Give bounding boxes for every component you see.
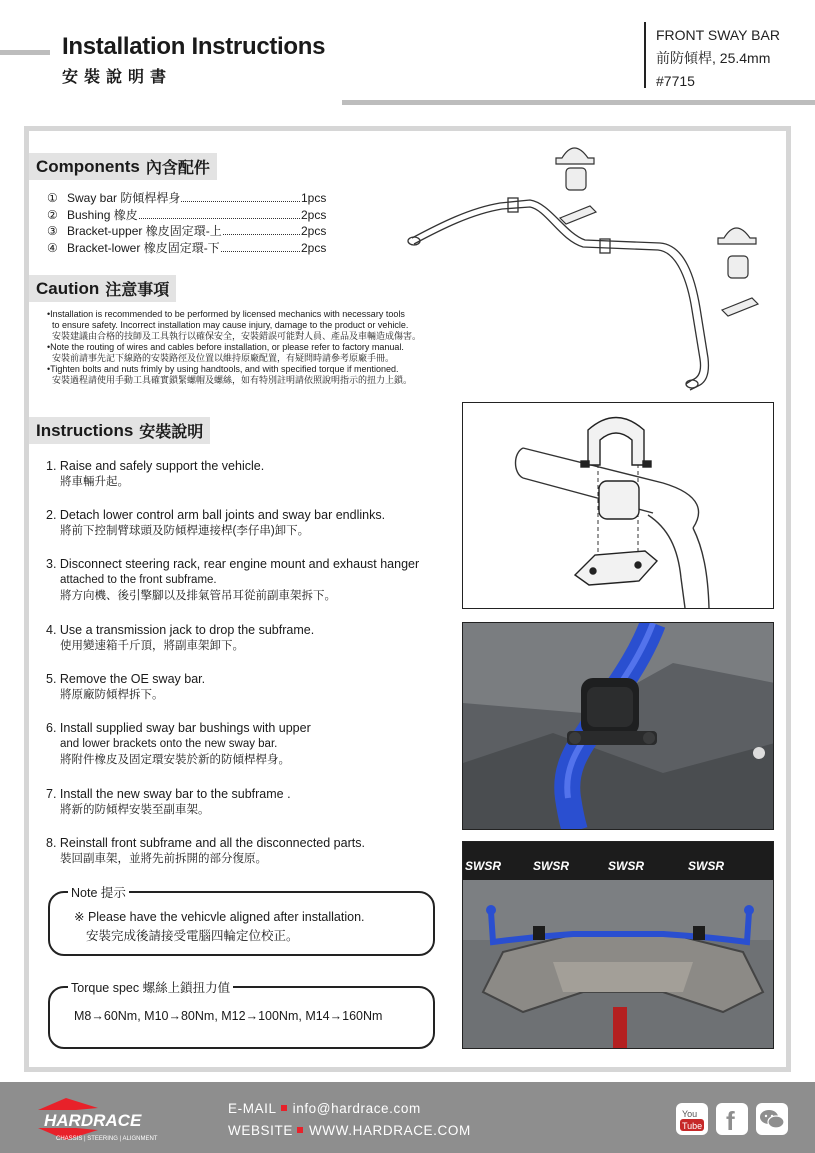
step-text-zh: 將車輛升起。 [60, 476, 129, 488]
step-text-zh: 使用變速箱千斤頂，將副車架卸下。 [60, 640, 244, 652]
hardrace-logo-mark [36, 1096, 196, 1144]
step-text-zh: 將原廠防傾桿拆下。 [60, 689, 164, 701]
step-text-en: 7. Install the new sway bar to the subframe . [46, 787, 291, 801]
item-label: Bushing 橡皮 [67, 207, 138, 222]
item-label: Sway bar 防傾桿桿身 [67, 191, 181, 205]
components-heading-zh: 內含配件 [145, 158, 210, 177]
item-number: ① [47, 191, 58, 205]
website-line [228, 1120, 471, 1142]
email-line [228, 1098, 471, 1120]
note-label: Note 提示 [68, 883, 129, 901]
step-text-en: 3. Disconnect steering rack, rear engine mount and exhaust hanger [46, 557, 420, 571]
step-text-en: 2. Detach lower control arm ball joints and sway bar endlinks. [46, 508, 386, 522]
instructions-heading [29, 417, 210, 444]
step-text-en: 1. Raise and safely support the vehicle. [46, 459, 265, 473]
header-divider [644, 22, 646, 88]
caution-line: •Installation is recommended to be performed by licensed mechanics with necessary tools [47, 309, 405, 319]
instruction-step [46, 622, 314, 654]
item-number: ② [47, 207, 58, 222]
caution-text [47, 309, 467, 386]
banner-text: SWSR [533, 859, 569, 873]
components-heading-en: Components [36, 156, 140, 176]
instruction-step [46, 720, 311, 768]
youtube-text-bottom: Tube [682, 1121, 703, 1131]
leader-dots [221, 251, 300, 252]
list-item [47, 190, 327, 207]
banner-text: SWSR [465, 859, 501, 873]
subframe-photo [462, 841, 774, 1049]
caution-heading-en: Caution [36, 278, 100, 298]
youtube-text-top: You [682, 1109, 698, 1119]
header-accent-bar-right [342, 100, 815, 105]
subframe-photo-drawing [463, 842, 774, 1049]
step-text-zh: 將新的防傾桿安裝至副車架。 [60, 804, 210, 816]
product-info [656, 24, 780, 93]
social-icons [676, 1103, 788, 1135]
banner-text: SWSR [688, 859, 724, 873]
facebook-icon-glyph [718, 1105, 746, 1133]
list-item [47, 223, 327, 240]
caution-heading [29, 275, 176, 302]
caution-heading-zh: 注意事項 [105, 280, 170, 299]
item-label: Bracket-upper 橡皮固定環-上 [67, 224, 222, 238]
instruction-step [46, 835, 365, 867]
hardrace-logo [36, 1096, 196, 1149]
wechat-icon-glyph [758, 1105, 786, 1133]
item-qty: 2pcs [301, 240, 327, 255]
caution-line: 安裝建議由合格的技師及工具執行以確保安全，安裝錯誤可能對人員、產品及車輛造成傷害。 [52, 331, 422, 341]
note-text-zh: 安裝完成後請接受電腦四輪定位校正。 [86, 929, 299, 943]
website-label: WEBSITE [228, 1123, 293, 1138]
item-qty: 1pcs [301, 191, 327, 205]
bullet-square [297, 1127, 303, 1133]
leader-dots [139, 218, 300, 219]
note-text-en: ※ Please have the vehicvle aligned after installation. [74, 910, 365, 924]
caution-line: 安裝前請事先記下線路的安裝路徑及位置以維持原廠配置，有疑問時請參考原廠手冊。 [52, 353, 395, 363]
item-qty: 2pcs [301, 224, 327, 238]
wechat-icon[interactable] [756, 1103, 788, 1135]
step-text-en: 5. Remove the OE sway bar. [46, 672, 206, 686]
instruction-step [46, 786, 291, 818]
step-text-zh: 裝回副車架，並將先前拆開的部分復原。 [60, 853, 267, 865]
item-qty: 2pcs [301, 207, 327, 222]
youtube-icon-glyph [678, 1105, 706, 1133]
step-text-zh: 將前下控制臂球頭及防傾桿連接桿(李仔串)卸下。 [60, 525, 310, 537]
youtube-icon[interactable] [676, 1103, 708, 1135]
contact-info [228, 1098, 471, 1142]
installed-bushing-photo [462, 622, 774, 830]
footer [0, 1082, 815, 1153]
list-item [47, 240, 327, 257]
instruction-step [46, 458, 264, 490]
step-text-zh: 將方向機、後引擎腳以及排氣管吊耳從前副車架拆下。 [60, 590, 336, 602]
components-list [47, 190, 327, 256]
step-text-en: 6. Install supplied sway bar bushings with upper [46, 721, 311, 735]
page-title-zh: 安裝說明書 [62, 67, 173, 86]
facebook-icon[interactable] [716, 1103, 748, 1135]
torque-box [48, 981, 435, 1049]
instruction-step [46, 556, 419, 604]
installed-bushing-photo-drawing [463, 623, 774, 830]
instruction-step [46, 507, 385, 539]
components-heading [29, 153, 217, 180]
item-number: ③ [47, 224, 58, 238]
instructions-heading-en: Instructions [36, 420, 134, 440]
website-link[interactable]: WWW.HARDRACE.COM [308, 1123, 471, 1138]
page-title: Installation Instructions [62, 33, 326, 60]
product-code: #7715 [656, 73, 695, 89]
facebook-letter: f [726, 1106, 735, 1133]
logo-text: HARDRACE [44, 1111, 142, 1130]
bushing-diagram-drawing [463, 403, 774, 609]
banner-text: SWSR [608, 859, 644, 873]
leader-dots [223, 234, 300, 235]
instruction-step [46, 671, 205, 703]
header-accent-bar-left [0, 50, 50, 55]
product-name: FRONT SWAY BAR [656, 27, 780, 43]
note-box [48, 886, 435, 956]
email-label: E-MAIL [228, 1101, 277, 1116]
item-number: ④ [47, 240, 58, 255]
email-link[interactable]: info@hardrace.com [292, 1101, 421, 1116]
bushing-exploded-diagram [462, 402, 774, 609]
step-text-zh: 將附件橡皮及固定環安裝於新的防傾桿桿身。 [60, 754, 290, 766]
instructions-heading-zh: 安裝說明 [139, 422, 204, 441]
torque-values: M8→60Nm, M10→80Nm, M12→100Nm, M14→160Nm [74, 1009, 383, 1023]
step-text-en: 8. Reinstall front subframe and all the disconnected parts. [46, 836, 365, 850]
leader-dots [181, 201, 300, 202]
step-text-en: 4. Use a transmission jack to drop the subframe. [46, 623, 315, 637]
step-text-en-cont: attached to the front subframe. [60, 574, 217, 586]
torque-label: Torque spec 螺絲上鎖扭力值 [68, 978, 233, 996]
bullet-square [281, 1105, 287, 1111]
list-item [47, 207, 327, 224]
logo-tagline: CHASSIS | STEERING | ALIGNMENT [56, 1136, 158, 1142]
item-label: Bracket-lower 橡皮固定環-下 [67, 240, 220, 255]
caution-line: 安裝過程請使用手動工具確實鎖緊螺帽及螺絲，如有特別註明請依照說明指示的扭力上鎖。 [52, 375, 413, 385]
step-text-en-cont: and lower brackets onto the new sway bar. [60, 738, 278, 750]
caution-line: •Tighten bolts and nuts frimly by using handtools, and with specified torque if mentioned. [47, 364, 399, 374]
caution-line: •Note the routing of wires and cables before installation, or please refer to factory manual. [47, 342, 404, 352]
caution-line: to ensure safety. Incorrect installation may cause injury, damage to the product or vehicle. [52, 320, 409, 330]
product-name-zh: 前防傾桿, 25.4mm [656, 50, 771, 66]
